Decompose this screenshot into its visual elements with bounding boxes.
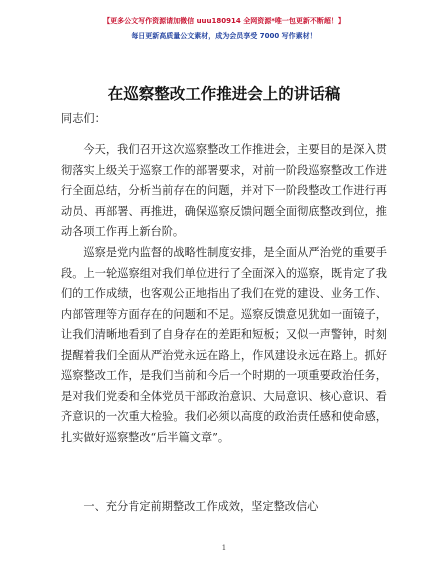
section-heading-1: 一、充分肯定前期整改工作成效，坚定整改信心 bbox=[83, 500, 319, 513]
paragraph-2 bbox=[61, 243, 387, 448]
document-title: 在巡察整改工作推进会上的讲话稿 bbox=[107, 85, 341, 103]
promo-banner-red: 【更多公文写作资源请加微信 uuu180914 全网资源*唯一包更新不断超！】 bbox=[103, 17, 345, 25]
paragraph-text: 巡察是党内监督的战略性制度安排，是全面从严治党的重要手段。上一轮巡察组对我们单位进行了全面深入的巡察，既肯定了我们的工作成绩，也客观公正地指出了我们在党的建设、业务工作、内部管理等方面存在的问题和不足。巡察反馈意见犹如一面镜子，让我们清晰地看到了自身存在的差距和短板；又似一声警钟，时刻提醒着我们全面从严治党永远在路上，作风建设永远在路上。抓好巡察整改工作，是我们当前和今后一个时期的一项重要政治任务，是对我们党委和全体党员干部政治意识、大局意识、核心意识、看齐意识的一次重大检验。我们必须以高度的政治责任感和使命感，扎实做好巡察整改“后半篇文章”。 bbox=[61, 246, 387, 444]
paragraph-text: 今天，我们召开这次巡察整改工作推进会，主要目的是深入贯彻落实上级关于巡察工作的部署要求，对前一阶段巡察整改工作进行全面总结，分析当前存在的问题，并对下一阶段整改工作进行再动员、再部署、再推进，确保巡察反馈问题全面彻底整改到位，推动各项工作再上新台阶。 bbox=[61, 143, 387, 238]
paragraph-1 bbox=[61, 140, 387, 243]
promo-banner-blue: 每日更新高质量公文素材，成为会员享受 7000 写作素材！ bbox=[131, 32, 317, 40]
greeting: 同志们： bbox=[61, 112, 106, 125]
page-number: 1 bbox=[221, 544, 227, 552]
